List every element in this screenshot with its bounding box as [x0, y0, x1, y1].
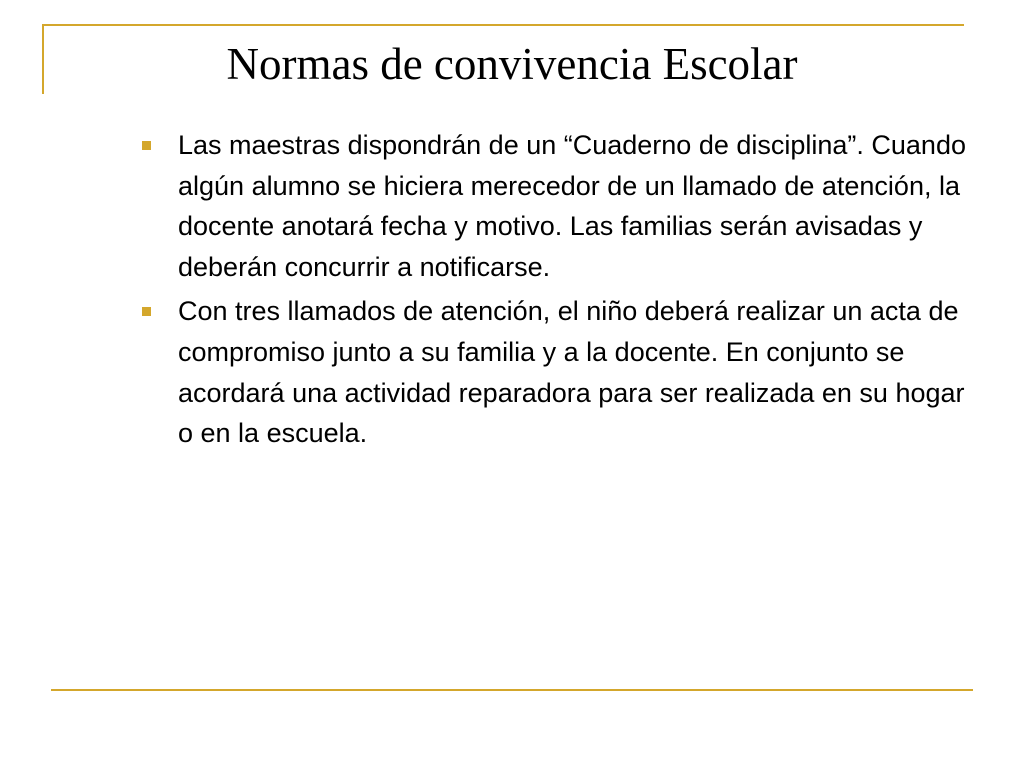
top-border-line	[42, 24, 964, 26]
bullet-text: Con tres llamados de atención, el niño deberá realizar un acta de compromiso junto a su familia y a la docente. En conjunto se acordará una actividad reparadora para ser realizada en su hogar o en la escuela.	[178, 296, 965, 449]
slide-title: Normas de convivencia Escolar	[226, 39, 798, 89]
bullet-item	[140, 291, 980, 453]
bullet-item	[140, 125, 980, 287]
square-bullet-icon	[142, 141, 151, 150]
bullet-text: Las maestras dispondrán de un “Cuaderno de disciplina”. Cuando algún alumno se hiciera merecedor de un llamado de atención, la docente anotará fecha y motivo. Las familias serán avisadas y deberán concurrir a notificarse.	[178, 130, 966, 282]
bullet-list	[140, 125, 980, 458]
square-bullet-icon	[142, 307, 151, 316]
bottom-border-line	[51, 689, 973, 691]
